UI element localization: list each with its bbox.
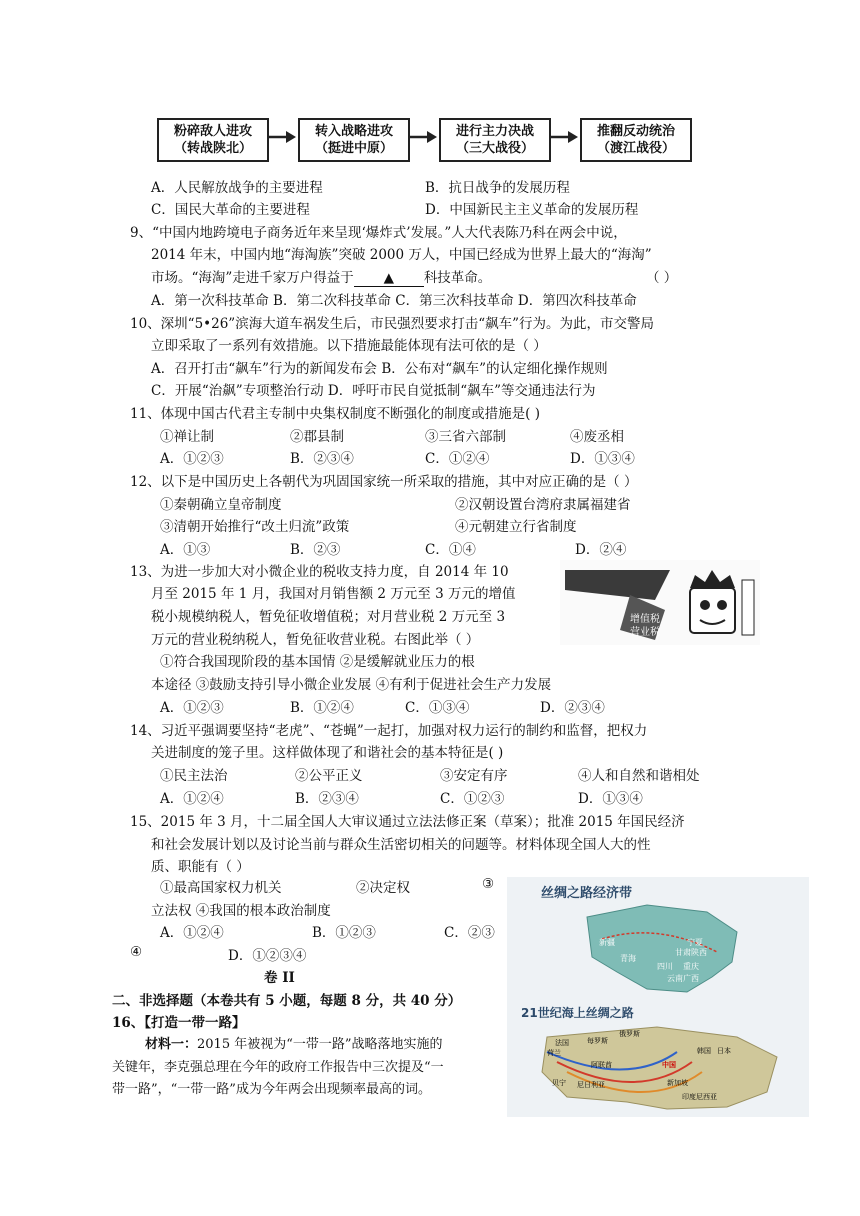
map-label-qinghai: 青海 [620, 954, 636, 963]
q12-option-d: D．②④ [575, 542, 627, 558]
q8-option-b: B．抗日战争的发展历程 [425, 180, 570, 196]
q14-item-4: ④人和自然和谐相处 [578, 768, 700, 784]
map-label-moscow: 每罗斯 [587, 1037, 608, 1045]
q14-option-b: B．②③④ [295, 791, 359, 807]
map-label-singapore: 新加坡 [667, 1079, 688, 1087]
q10-line-1: 10、深圳“5•26”滨海大道车祸发生后，市民强烈要求打击“飙车”行为。为此，市交警局 [130, 316, 655, 332]
arrow-right-icon [409, 130, 437, 144]
q15-option-a: A．①②④ [160, 925, 224, 941]
q9-stem: 市场。“海淘”走进千家万户得益于 [151, 270, 354, 286]
material-text: 2015 年被视为“一带一路”战略落地实施的 [197, 1037, 443, 1052]
map-top-title: 丝绸之路经济带 [541, 886, 633, 901]
q15-option-c: C．②③ [444, 925, 495, 941]
map-label-uae: 阿联酋 [591, 1061, 612, 1069]
q13-line-3: 税小规模纳税人，暂免征收增值税；对月营业税 2 万元至 3 [151, 609, 506, 625]
q11-option-b: B．②③④ [290, 451, 354, 467]
flow-box-subtitle: （渡江战役） [596, 141, 675, 156]
tax-label-business: 营业税 [630, 627, 660, 638]
q12-item-2: ②汉朝设置台湾府隶属福建省 [455, 497, 631, 513]
map-label-yunnan: 云南广西 [667, 974, 699, 983]
flow-box-subtitle: （三大战役） [455, 141, 534, 156]
map-label-benin: 贝宁 [552, 1079, 566, 1087]
q12-option-a: A．①③ [160, 542, 211, 558]
q13-line-4: 万元的营业税纳税人，暂免征收营业税。右图此举（ ） [151, 632, 480, 648]
map-label-korea: 韩国 [697, 1047, 711, 1055]
map-label-china: 中国 [662, 1061, 676, 1069]
map-label-xinjiang: 新疆 [599, 938, 615, 947]
section-title: 二、非选择题（本卷共有 5 小题，每题 8 分，共 40 分） [112, 993, 462, 1009]
q12-item-3: ③清朝开始推行“改土归流”政策 [160, 519, 350, 535]
q9-options: A．第一次科技革命 B．第二次科技革命 C．第三次科技革命 D．第四次科技革命 [151, 293, 637, 309]
q11-option-c: C．①②④ [425, 451, 490, 467]
q11-line-1: 11、体现中国古代君主专制中央集权制度不断强化的制度或措施是( ) [130, 406, 541, 422]
volume-label: 卷 II [264, 970, 295, 986]
belt-road-map-icon [507, 877, 809, 1117]
q10-line-2: 立即采取了一系列有效措施。以下措施最能体现有法可依的是（ ） [151, 338, 547, 354]
q13-line-6: 本途径 ③鼓励支持引导小微企业发展 ④有利于促进社会生产力发展 [151, 677, 552, 693]
q15-line-5: 立法权 ④我国的根本政治制度 [151, 903, 331, 919]
flow-box-title: 粉碎敌人进攻 [173, 124, 252, 139]
q15-item-1: ①最高国家权力机关 [160, 880, 282, 896]
map-label-ningxia: 宁夏 [687, 938, 703, 947]
q8-option-c: C．国民大革命的主要进程 [151, 202, 310, 218]
q11-option-a: A．①②③ [160, 451, 224, 467]
tax-cartoon-icon [560, 560, 760, 645]
q15-option-d: D．①②③④ [228, 948, 307, 964]
material-label: 材料一： [145, 1037, 198, 1052]
q14-option-d: D．①③④ [578, 791, 643, 807]
q15-item-3-start: ③ [482, 876, 495, 892]
q11-item-2: ②郡县制 [290, 429, 344, 445]
map-label-indonesia: 印度尼西亚 [682, 1093, 717, 1101]
q15-line-3: 质、职能有（ ） [151, 859, 250, 875]
q12-option-b: B．②③ [290, 542, 341, 558]
flow-box-4 [580, 118, 692, 162]
q13-line-1: 13、为进一步加大对小微企业的税收支持力度，自 2014 年 10 [130, 564, 509, 580]
q9-answer-paren: （ ） [646, 270, 678, 286]
flow-box-title: 进行主力决战 [455, 124, 534, 139]
q14-option-c: C．①②③ [440, 791, 505, 807]
arrow-right-icon [268, 130, 296, 144]
map-label-japan: 日本 [717, 1047, 731, 1055]
q15-item-2: ②决定权 [356, 880, 410, 896]
q10-options-cd: C．开展“治飙”专项整治行动 D．呼吁市民自觉抵制“飙车”等交通违法行为 [151, 383, 596, 399]
map-label-russia: 俄罗斯 [619, 1030, 640, 1038]
q13-option-b: B．①②④ [290, 700, 354, 716]
q15-option-b: B．①②③ [312, 925, 376, 941]
q13-option-d: D．②③④ [540, 700, 605, 716]
q16-material-line-3: 带一路”，“一带一路”成为今年两会出现频率最高的词。 [112, 1082, 431, 1097]
q13-option-c: C．①③④ [405, 700, 470, 716]
q14-item-3: ③安定有序 [440, 768, 508, 784]
q12-item-4: ④元朝建立行省制度 [455, 519, 577, 535]
q8-option-a: A．人民解放战争的主要进程 [151, 180, 323, 196]
map-label-chongqing: 重庆 [683, 962, 699, 971]
q15-line-2: 和社会发展计划以及讨论当前与群众生活密切相关的问题等。材料体现全国人大的性 [151, 837, 651, 853]
q13-line-2: 月至 2015 年 1 月，我国对月销售额 2 万元至 3 万元的增值 [151, 586, 516, 602]
q14-line-2: 关进制度的笼子里。这样做体现了和谐社会的基本特征是( ) [151, 745, 504, 761]
q9-line-1: 9、“中国内地跨境电子商务近年来呈现‘爆炸式’发展。”人大代表陈乃科在两会中说， [130, 225, 627, 241]
q16-material-line-1 [145, 1033, 443, 1052]
map-label-netherlands: 荷兰 [547, 1049, 561, 1057]
flow-box-3 [439, 118, 551, 162]
map-label-france: 法国 [555, 1039, 569, 1047]
q15-option-c-cont: ④ [130, 944, 143, 960]
q13-line-5: ①符合我国现阶段的基本国情 ②是缓解就业压力的根 [160, 654, 475, 670]
q10-options-ab: A．召开打击“飙车”行为的新闻发布会 B．公布对“飙车”的认定细化操作规则 [151, 361, 608, 377]
q14-item-1: ①民主法治 [160, 768, 228, 784]
q12-item-1: ①秦朝确立皇帝制度 [160, 497, 282, 513]
tax-label-vat: 增值税 [630, 614, 660, 625]
q14-item-2: ②公平正义 [295, 768, 363, 784]
q14-line-1: 14、习近平强调要坚持“老虎”、“苍蝇”一起打，加强对权力运行的制约和监督，把权力 [130, 723, 648, 739]
q16-material-line-2: 关键年，李克强总理在今年的政府工作报告中三次提及“一 [112, 1060, 444, 1075]
q15-line-1: 15、2015 年 3 月，十二届全国人大审议通过立法法修正案（草案）；批准 2015 年国民经济 [130, 814, 685, 830]
flow-box-title: 推翻反动统治 [596, 124, 675, 139]
q8-option-d: D．中国新民主主义革命的发展历程 [425, 202, 639, 218]
tax-cartoon-image [560, 560, 760, 645]
q11-item-1: ①禅让制 [160, 429, 214, 445]
arrow-right-icon [550, 130, 578, 144]
q12-option-c: C．①④ [425, 542, 476, 558]
belt-road-map [507, 877, 809, 1117]
q9-blank: ▲ [354, 270, 424, 287]
map-label-nigeria: 尼日利亚 [577, 1081, 605, 1089]
q11-option-d: D．①③④ [570, 451, 635, 467]
map-label-gansu: 甘肃陕西 [675, 948, 707, 957]
q16-title: 16、【打造一带一路】 [112, 1015, 246, 1031]
map-label-sichuan: 四川 [657, 962, 673, 971]
q12-line-1: 12、以下是中国历史上各朝代为巩固国家统一所采取的措施，其中对应正确的是（ ） [130, 474, 638, 490]
q9-stem-end: 科技革命。 [423, 270, 492, 286]
flow-box-2 [298, 118, 410, 162]
q9-line-2: 2014 年末，中国内地“海淘族”突破 2000 万人，中国已经成为世界上最大的“海淘” [151, 247, 652, 263]
flow-box-subtitle: （挺进中原） [314, 141, 393, 156]
q11-item-4: ④废丞相 [570, 429, 624, 445]
flow-box-title: 转入战略进攻 [314, 124, 393, 139]
q14-option-a: A．①②④ [160, 791, 224, 807]
q11-item-3: ③三省六部制 [425, 429, 506, 445]
q13-option-a: A．①②③ [160, 700, 224, 716]
map-bottom-title: 21世纪海上丝绸之路 [521, 1006, 634, 1020]
flow-box-1 [157, 118, 269, 162]
flow-box-subtitle: （转战陕北） [173, 141, 252, 156]
q9-line-3 [151, 266, 491, 287]
